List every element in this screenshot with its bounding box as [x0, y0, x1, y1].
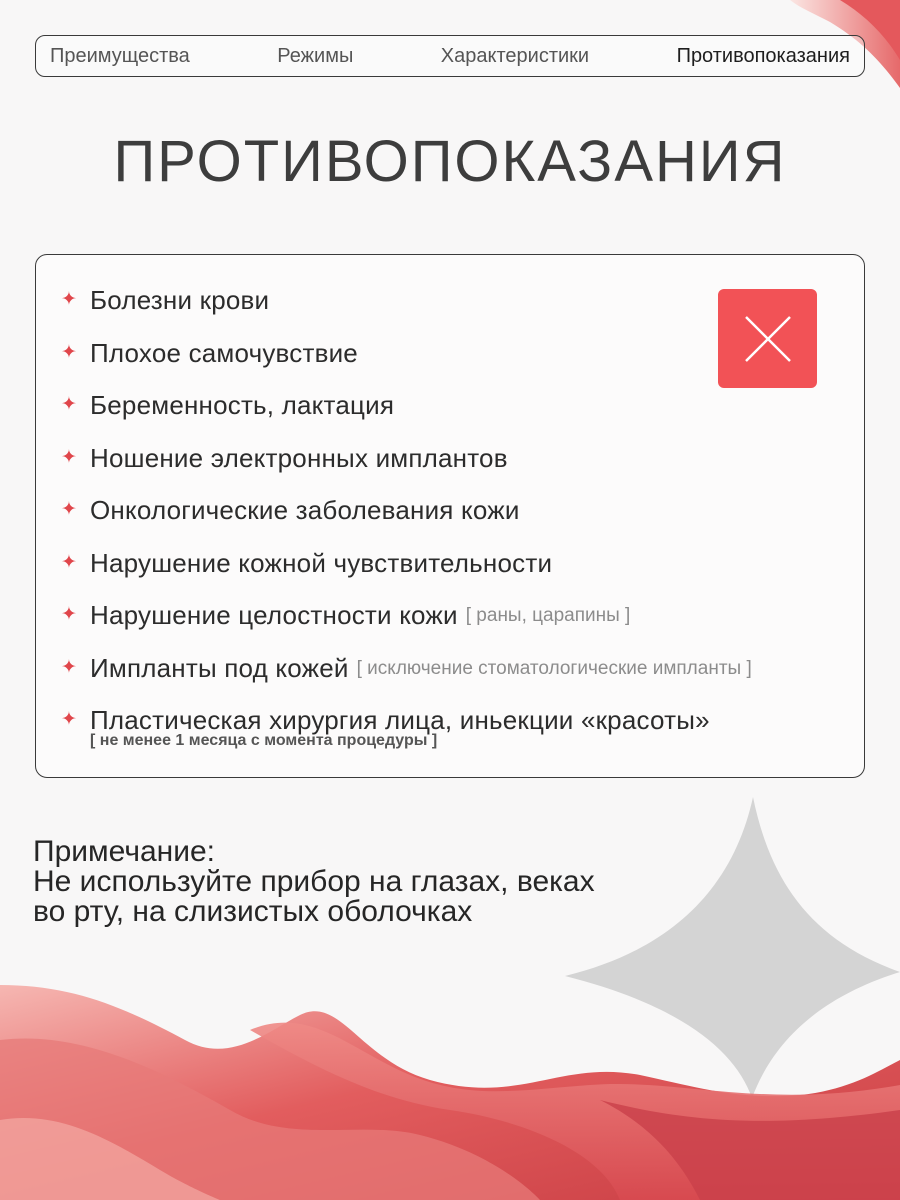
item-text: Импланты под кожей [90, 652, 349, 683]
list-item [60, 649, 860, 702]
list-item [60, 386, 860, 439]
list-item [60, 544, 860, 597]
sparkle-star-icon: ✦ [61, 551, 77, 573]
remark-line: Не используйте прибор на глазах, веках [33, 865, 595, 898]
item-note: [ раны, царапины ] [465, 605, 631, 626]
remark-line: во рту, на слизистых оболочках [33, 895, 473, 928]
item-text: Болезни крови [90, 285, 270, 315]
item-text: Онкологические заболевания кожи [90, 495, 520, 525]
item-note: [ исключение стоматологические импланты ] [356, 657, 752, 679]
tab-specifications[interactable]: Характеристики [440, 44, 590, 67]
tab-modes[interactable]: Режимы [277, 44, 354, 67]
tab-contraindications[interactable]: Противопоказания [676, 44, 850, 67]
tab-advantages[interactable]: Преимущества [50, 44, 190, 67]
item-text: Ношение электронных имплантов [90, 442, 508, 473]
sparkle-star-icon: ✦ [61, 446, 77, 468]
sparkle-star-icon: ✦ [61, 656, 77, 678]
item-text: Плохое самочувствие [90, 337, 358, 368]
sparkle-star-icon: ✦ [61, 289, 77, 310]
remark-heading: Примечание: [33, 835, 215, 868]
item-text: Пластическая хирургия лица, иньекции «красоты» [90, 705, 710, 735]
sparkle-star-icon: ✦ [61, 499, 77, 520]
sparkle-star-icon: ✦ [61, 394, 77, 415]
list-item [60, 439, 860, 492]
item-text: Беременность, лактация [90, 390, 395, 420]
sparkle-star-icon: ✦ [61, 341, 77, 363]
decor-star-shape [565, 797, 900, 1098]
item-text: Нарушение кожной чувствительности [90, 547, 553, 578]
close-x-icon [743, 314, 793, 364]
section-tabs [35, 35, 865, 77]
sparkle-star-icon: ✦ [61, 709, 77, 730]
item-text: Нарушение целостности кожи [90, 600, 458, 630]
list-item [60, 701, 860, 754]
remark-block [33, 837, 595, 927]
list-item [60, 491, 860, 544]
item-subnote: [ не менее 1 месяца с момента процедуры ] [90, 732, 438, 749]
page-title: ПРОТИВОПОКАЗАНИЯ [113, 129, 787, 194]
contraindications-card [35, 254, 865, 778]
list-item [60, 596, 860, 649]
prohibited-badge [718, 289, 817, 388]
sparkle-star-icon: ✦ [61, 604, 77, 625]
